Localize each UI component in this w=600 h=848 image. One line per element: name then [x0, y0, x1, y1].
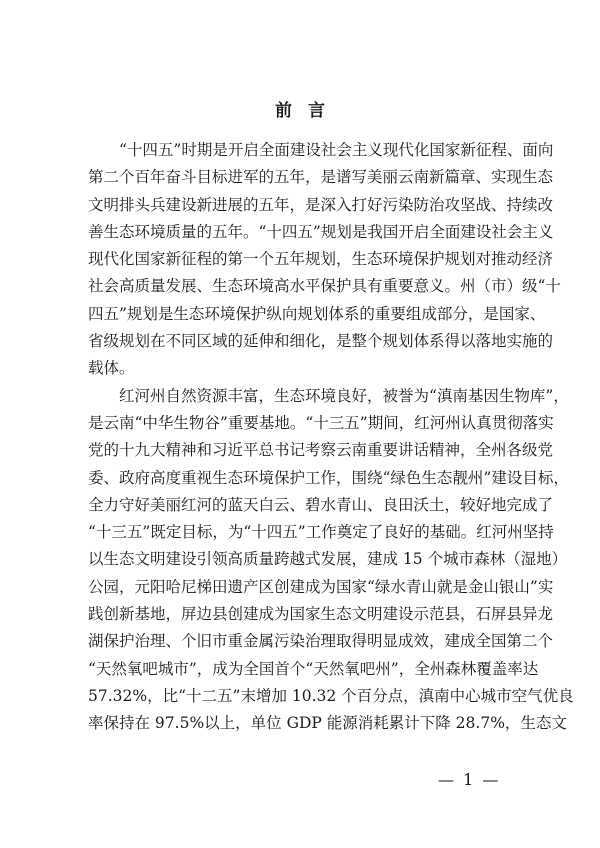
text-line: 第二个百年奋斗目标进军的五年，是谱写美丽云南新篇章、实现生态 [88, 168, 554, 187]
text-line: 率保持在 97.5%以上，单位 GDP 能源消耗累计下降 28.7%，生态文 [88, 714, 567, 733]
text-line: 以生态文明建设引领高质量跨越式发展，建成 15 个城市森林（湿地） [88, 550, 568, 569]
page-title: 前言 [275, 101, 341, 121]
text-line: 红河州自然资源丰富，生态环境良好，被誉为“滇南基因生物库”， [119, 386, 569, 405]
paragraph-2 [88, 383, 574, 738]
text-line: 57.32%，比“十二五”末增加 10.32 个百分点，滇南中心城市空气优良 [88, 686, 574, 705]
text-line: 四五”规划是生态环境保护纵向规划体系的重要组成部分，是国家、 [88, 304, 546, 323]
text-line: 现代化国家新征程的第一个五年规划，生态环境保护规划对推动经济 [88, 250, 554, 269]
paragraph-1 [88, 137, 561, 383]
text-line: 载体。 [88, 359, 135, 378]
text-line: “十四五”时期是开启全面建设社会主义现代化国家新征程、面向 [119, 141, 554, 159]
text-line: 党的十九大精神和习近平总书记考察云南重要讲话精神，全州各级党 [88, 441, 554, 460]
text-line: 善生态环境质量的五年。“十四五”规划是我国开启全面建设社会主义 [88, 222, 554, 241]
text-line: 践创新基地，屏边县创建成为国家生态文明建设示范县，石屏县异龙 [88, 605, 554, 624]
text-line: 省级规划在不同区域的延伸和细化，是整个规划体系得以落地实施的 [88, 332, 554, 351]
text-line: 公园，元阳哈尼梯田遗产区创建成为国家“绿水青山就是金山银山”实 [88, 577, 554, 596]
text-line: 全力守好美丽红河的蓝天白云、碧水青山、良田沃土，较好地完成了 [88, 495, 554, 514]
text-line: “十三五”既定目标，为“十四五”工作奠定了良好的基础。红河州坚持 [88, 523, 554, 542]
text-line: 湖保护治理、个旧市重金属污染治理取得明显成效，建成全国第二个 [88, 632, 554, 651]
page-number: — 1 — [438, 770, 501, 789]
text-line: 委、政府高度重视生态环境保护工作，围绕“绿色生态靓州”建设目标， [88, 468, 569, 487]
text-line: “天然氧吧城市”，成为全国首个“天然氧吧州”，全州森林覆盖率达 [88, 659, 539, 678]
text-line: 是云南“中华生物谷”重要基地。“十三五”期间，红河州认真贯彻落实 [88, 413, 554, 432]
text-line: 社会高质量发展、生态环境高水平保护具有重要意义。州（市）级“十 [88, 277, 561, 296]
body-text [88, 137, 574, 738]
text-line: 文明排头兵建设新进展的五年，是深入打好污染防治攻坚战、持续改 [88, 195, 554, 214]
